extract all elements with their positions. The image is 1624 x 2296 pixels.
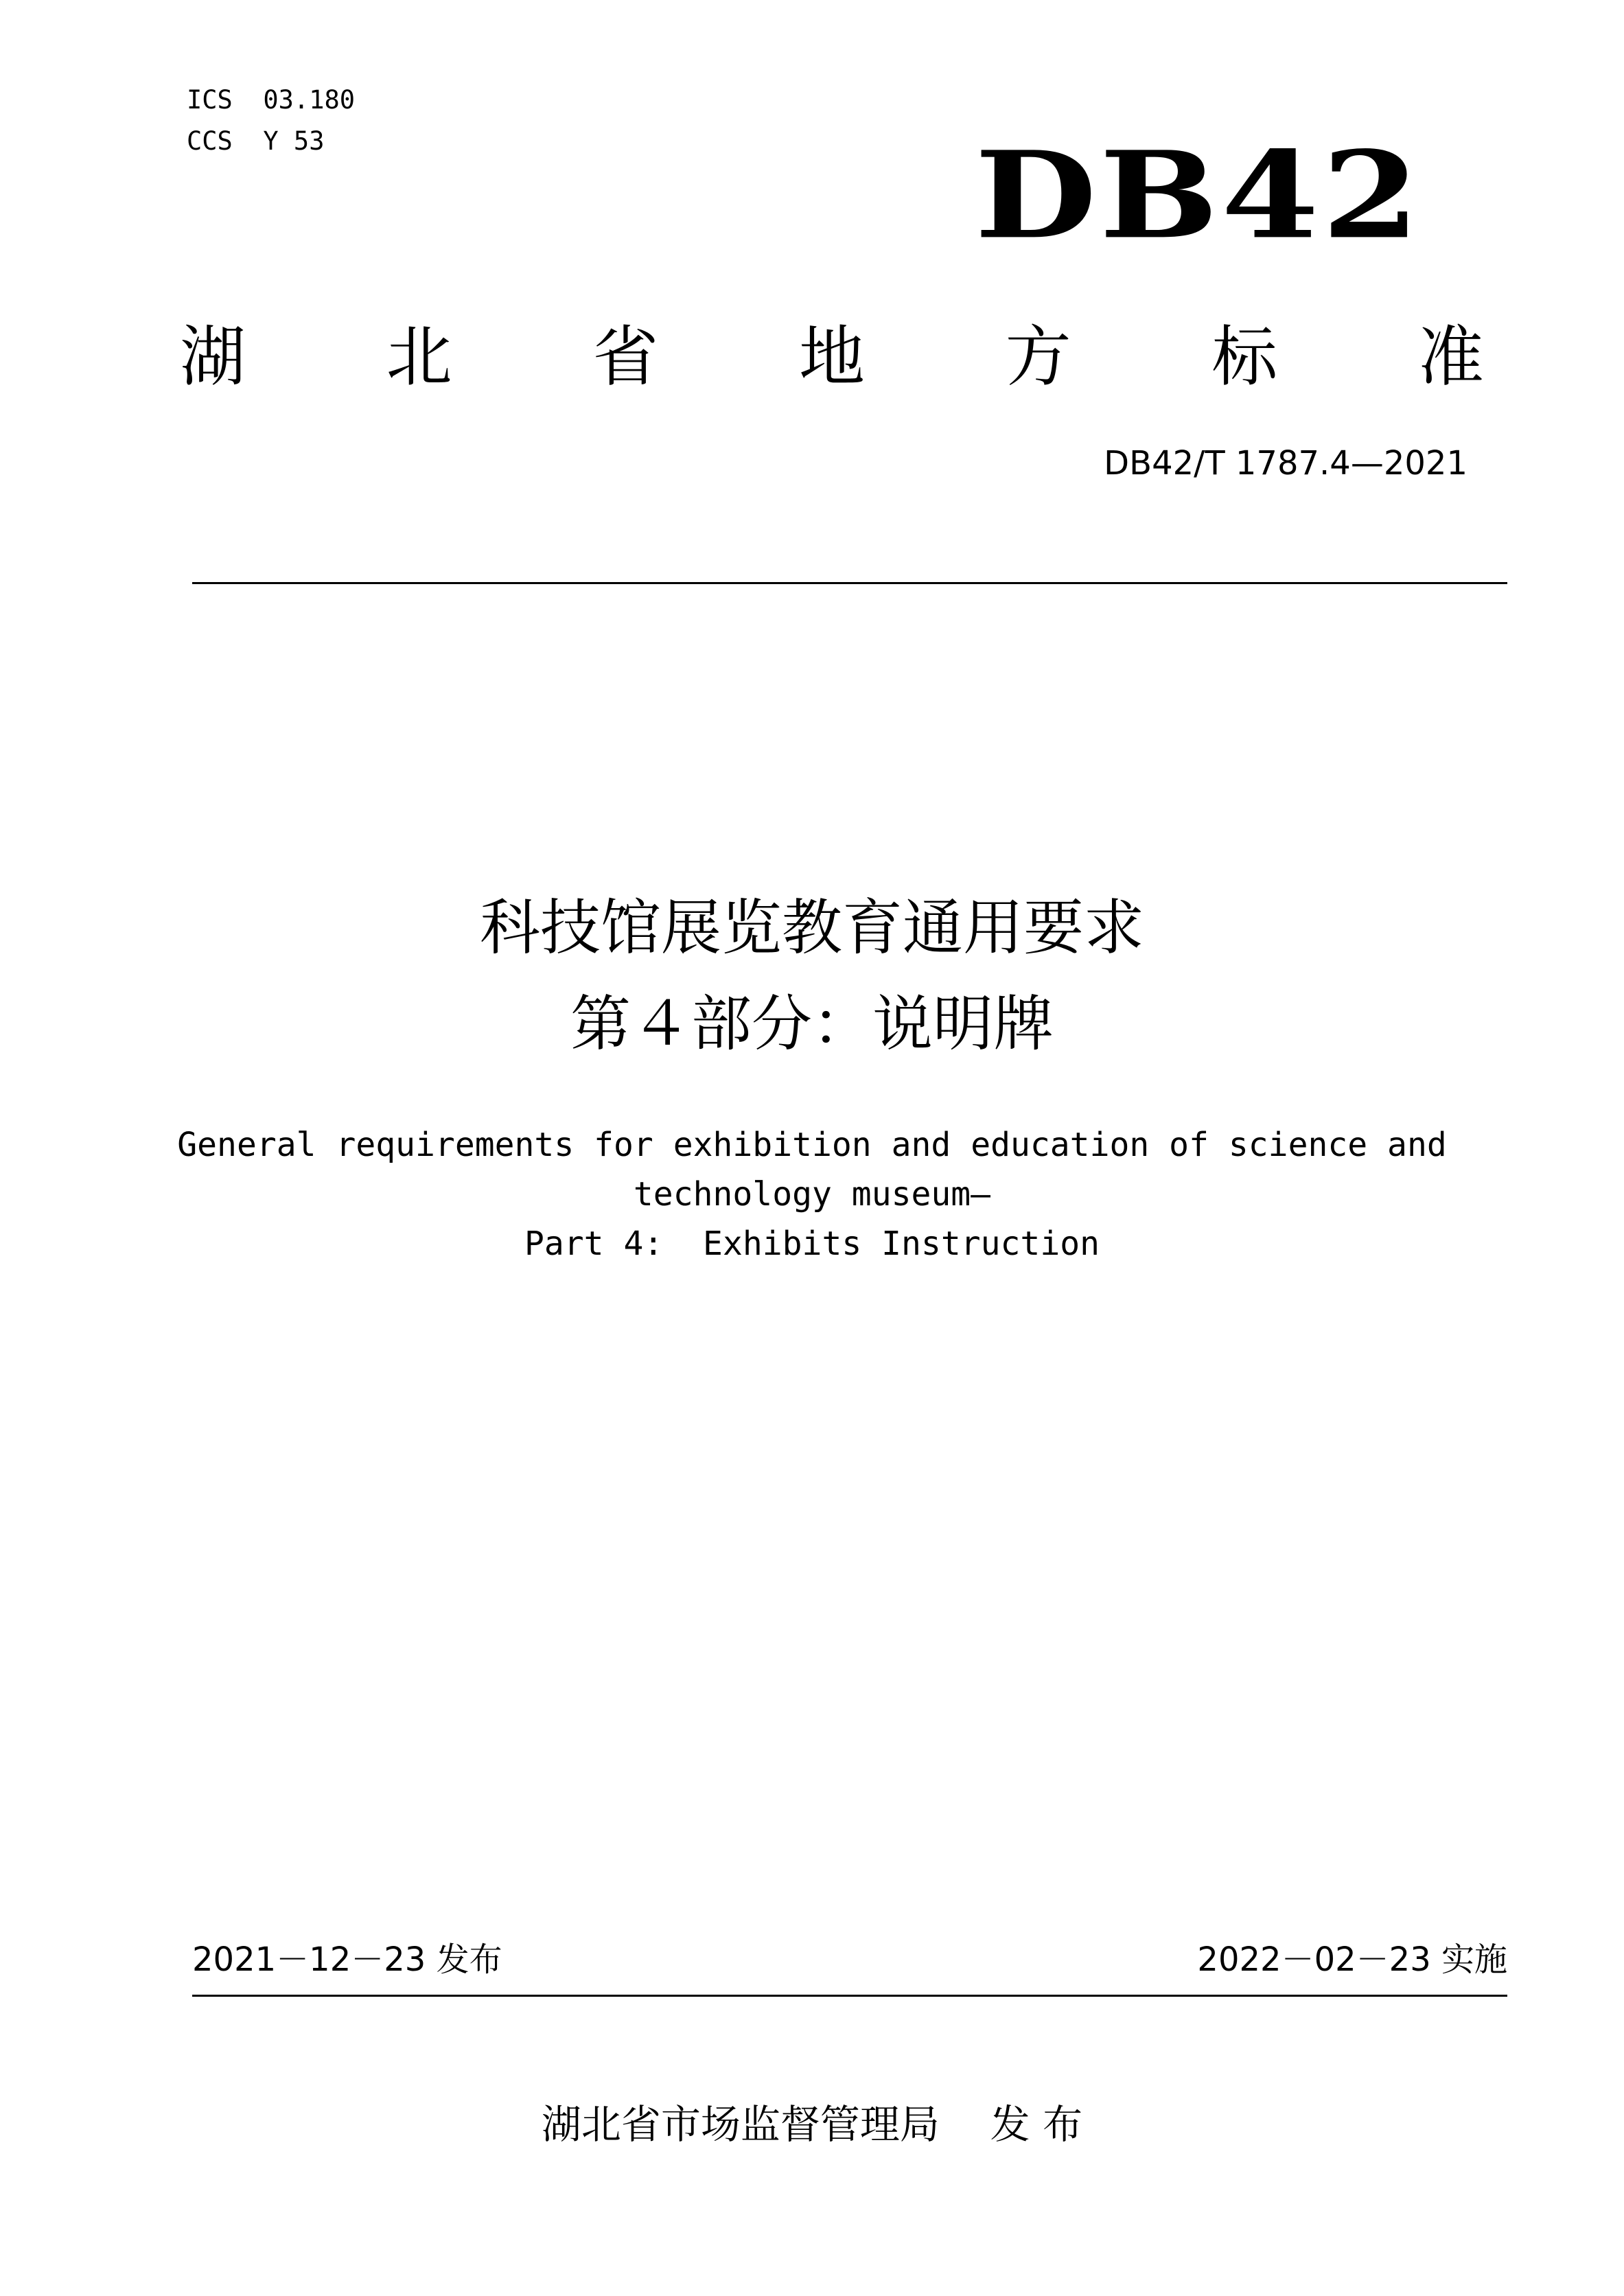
title-cn-main: 科技馆展览教育通用要求 [479,892,1144,963]
bottom-divider [192,1995,1507,1997]
title-en-part: Part 4: Exhibits Instruction [524,1225,1100,1263]
standard-type-char: 省 [592,318,659,395]
standard-type-heading [180,310,1484,393]
ccs-code: CCS Y 53 [187,126,325,156]
standard-type-char: 标 [1211,318,1278,395]
title-cn-part: 第４部分：说明牌 [570,988,1054,1059]
implementation-date: 2022－02－23 实施 [1197,1940,1507,1979]
standard-type-char: 准 [1417,318,1484,395]
title-en-line: General requirements for exhibition and education of science and [177,1126,1447,1164]
standard-type-char: 方 [1005,318,1071,395]
standard-number: DB42/T 1787.4—2021 [1104,444,1468,483]
standard-type-char: 北 [386,318,452,395]
ics-code: ICS 03.180 [187,85,356,115]
publisher: 湖北省市场监督管理局 发 布 [541,2101,1083,2148]
top-divider [192,582,1507,584]
standard-type-char: 湖 [180,318,246,395]
title-en-line: technology museum— [633,1175,991,1214]
standard-logo: DB42 [975,126,1423,266]
standard-type-char: 地 [798,318,865,395]
issue-date: 2021－12－23 发布 [192,1940,502,1979]
